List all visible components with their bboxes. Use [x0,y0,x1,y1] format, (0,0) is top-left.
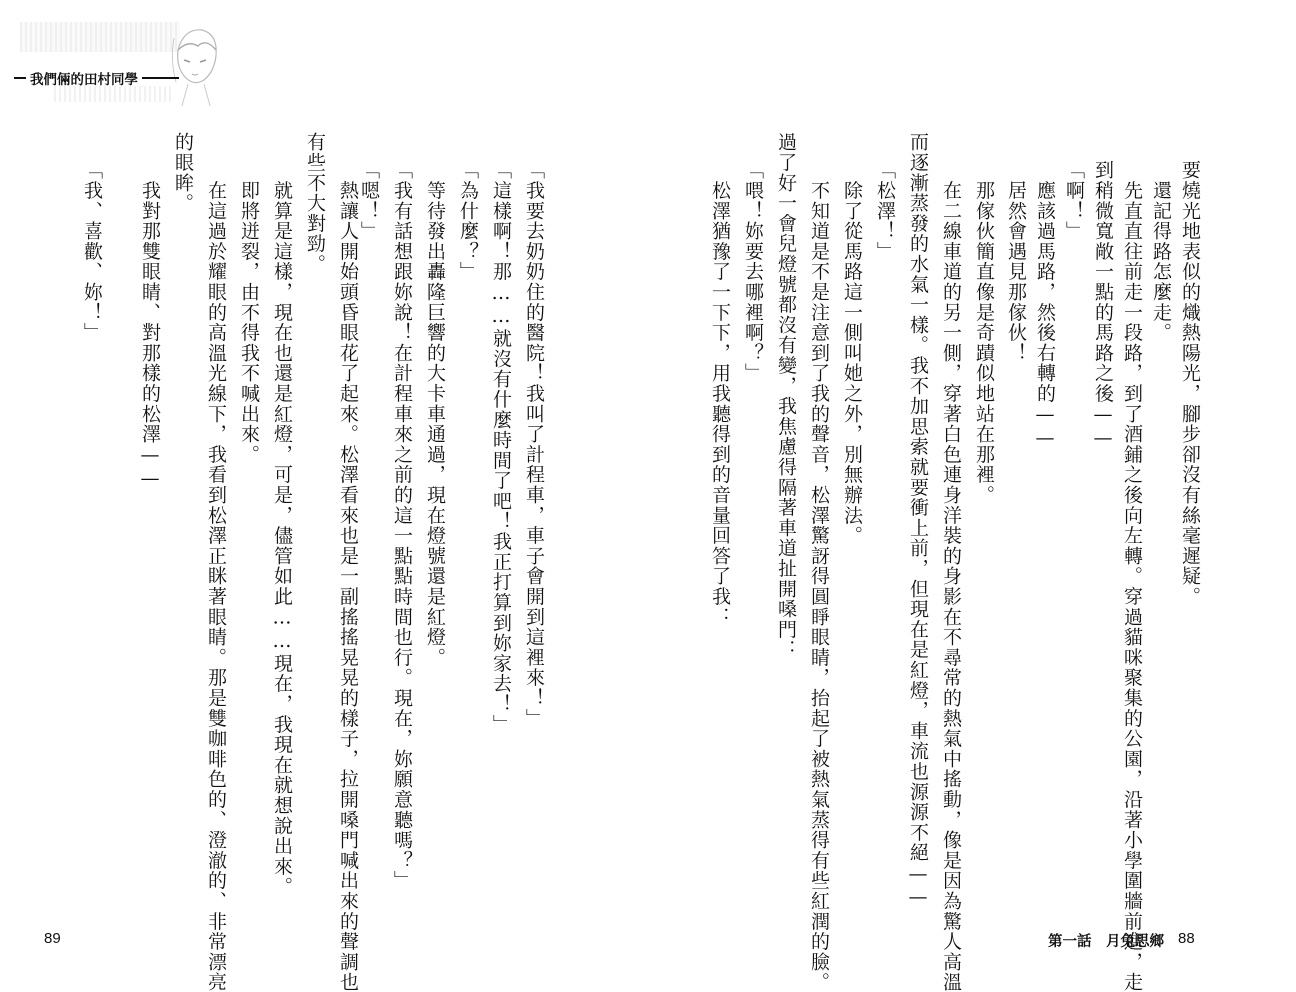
text-line: 「這樣啊！那……就沒有什麼時間了吧！我正打算到妳家去！」 [490,160,512,735]
text-line: 「為什麼？」 [457,160,479,282]
text-line: 不知道是不是注意到了我的聲音，松澤驚訝得圓睜眼睛，抬起了被熱氣蒸得有些紅潤的臉。 [808,160,830,992]
text-line: 在二線車道的另一側，穿著白色連身洋裝的身影在不尋常的熱氣中搖動，像是因為驚人高溫 [940,160,962,992]
text-line: 「嗯！」 [358,160,380,242]
title-rule-left [14,77,26,79]
logo-faded-lettering [20,22,180,52]
text-line: 「我有話想跟妳說！在計程車來之前的這一點點時間也行。現在，妳願意聽嗎？」 [391,160,413,891]
text-line: 我對那雙眼睛、對那樣的松澤—— [139,160,161,491]
text-line: 應該過馬路，然後右轉的—— [1034,160,1056,451]
title-rule-right [142,77,179,79]
text-line: 即將迸裂，由不得我不喊出來。 [238,160,260,465]
text-line: 要燒光地表似的熾熱陽光，腳步卻沒有絲毫遲疑。 [1179,160,1201,607]
text-line: 先直直往前走一段路，到了酒鋪之後向左轉。穿過貓咪聚集的公園，沿著小學圍牆前進，走 [1121,160,1143,992]
text-line: 「啊！」 [1063,160,1085,242]
text-line: 「喂！妳要去哪裡啊？」 [742,160,764,384]
text-line: 等待發出轟隆巨響的大卡車通過，現在燈號還是紅燈。 [424,160,446,668]
text-line: 松澤猶豫了一下下，用我聽得到的音量回答了我： [709,160,731,627]
text-line: 就算是這樣，現在也還是紅燈，可是，儘管如此……現在，我現在就想說出來。 [271,160,293,897]
text-line: 到稍微寬敞一點的馬路之後—— [1092,160,1114,451]
text-line: 除了從馬路這一側叫她之外，別無辦法。 [841,160,863,546]
text-line: 過了好一會兒燈號都沒有變，我焦慮得隔著車道扯開嗓門： [775,132,797,660]
text-line: 還記得路怎麼走。 [1150,160,1172,343]
text-line: 而逐漸蒸發的水氣一樣。我不加思索就要衝上前，但現在是紅燈，車流也源源不絕—— [907,132,929,910]
series-title-row [14,66,179,90]
text-line: 「我、喜歡、妳！」 [81,160,103,343]
text-line: 居然會遇見那傢伙！ [1005,160,1027,363]
text-line: 的眼眸。 [172,132,194,214]
page-number-right: 88 [1178,930,1195,947]
character-sketch-icon [164,20,226,110]
page-number-left: 89 [44,930,61,947]
text-line: 「松澤！」 [874,160,896,262]
text-line: 那傢伙簡直像是奇蹟似地站在那裡。 [973,160,995,506]
text-line: 「我要去奶奶住的醫院！我叫了計程車，車子會開到這裡來！」 [523,160,545,729]
chapter-running-head: 第一話 月兔思鄉 [1048,934,1164,950]
text-line: 有些不大對勁。 [304,132,326,275]
text-line: 熱讓人開始頭昏眼花了起來。松澤看來也是一副搖搖晃晃的樣子，拉開嗓門喊出來的聲調也 [337,160,359,992]
series-logo [14,16,214,96]
series-title: 我們倆的田村同學 [30,72,138,88]
text-line: 在這過於耀眼的高溫光線下，我看到松澤正眯著眼睛。那是雙咖啡色的、澄澈的、非常漂亮 [205,160,227,992]
